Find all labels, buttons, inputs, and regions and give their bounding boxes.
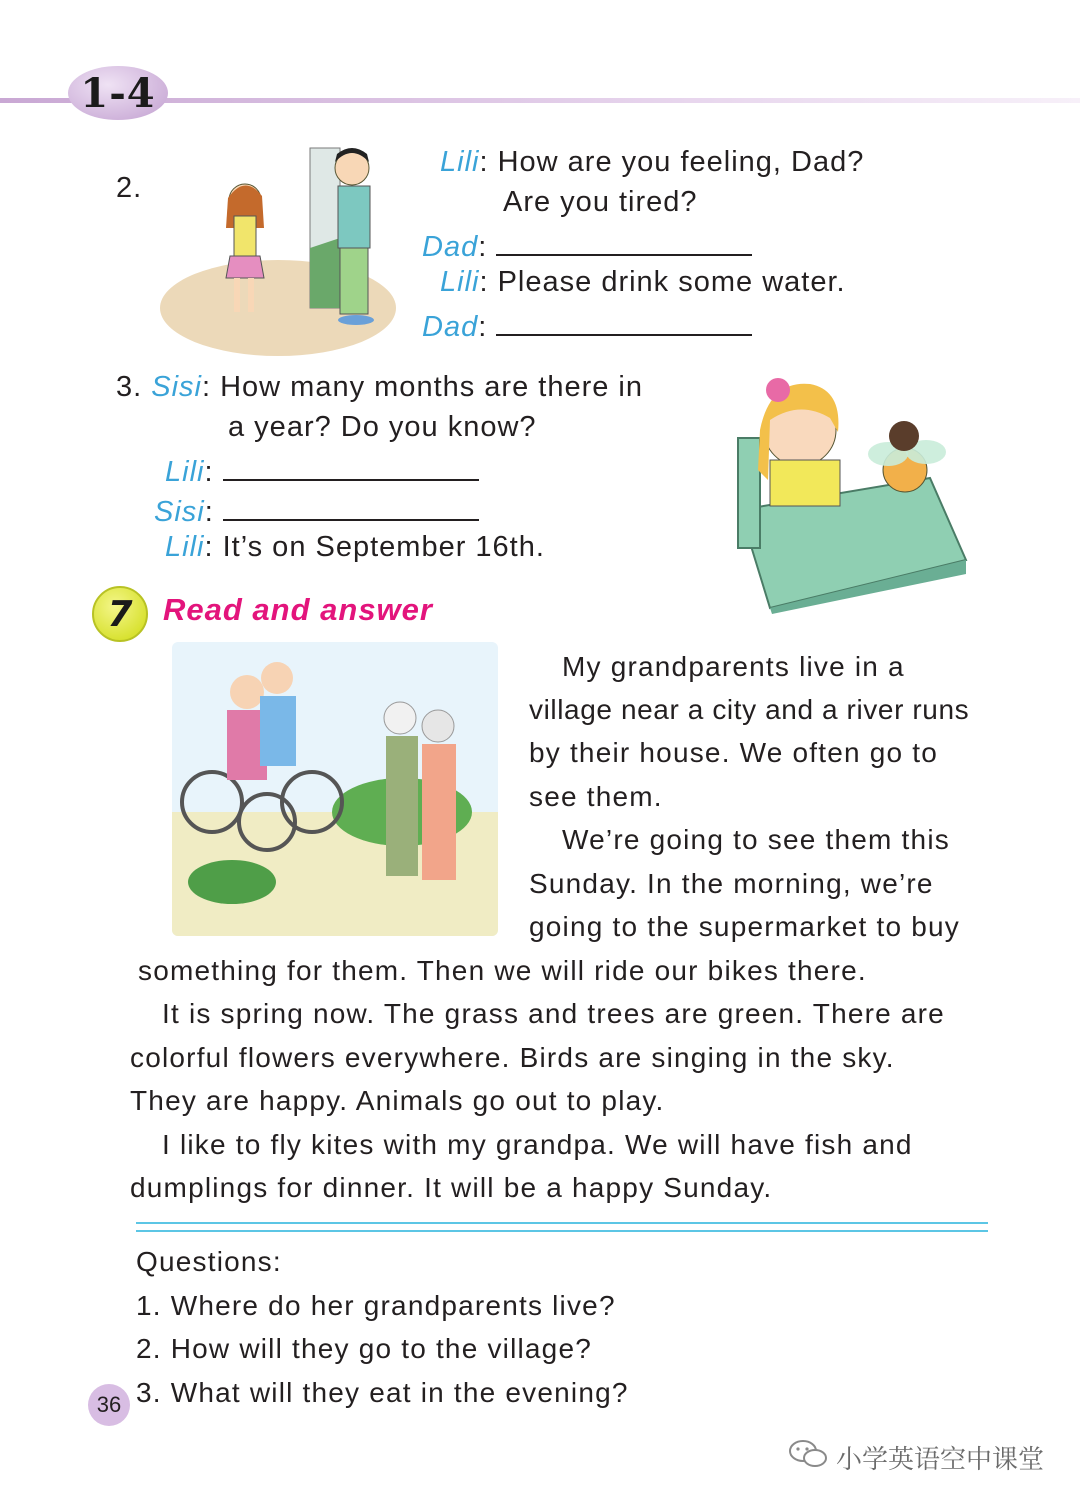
passage-line: dumplings for dinner. It will be a happy Sunday. xyxy=(130,1172,773,1203)
speaker-name: Lili xyxy=(165,531,205,563)
speaker-name: Lili xyxy=(165,456,205,488)
illustration-girl-and-bee xyxy=(730,360,972,614)
dialogue-line-4: Lili: Please drink some water. xyxy=(440,266,846,298)
passage-line: They are happy. Animals go out to play. xyxy=(130,1085,665,1116)
passage-line: colorful flowers everywhere. Birds are singing in the sky. xyxy=(130,1042,895,1073)
passage-line: We’re going to see them this xyxy=(562,824,950,855)
answer-blank[interactable] xyxy=(496,226,752,256)
divider xyxy=(136,1222,988,1224)
divider xyxy=(136,1230,988,1232)
dialogue-line-1: 3. Sisi: How many months are there in xyxy=(116,371,644,403)
dialogue-line-2 xyxy=(503,186,698,219)
exercise-number: 2. xyxy=(116,172,143,204)
answer-blank[interactable] xyxy=(223,491,479,521)
dialogue-text: Please drink some water. xyxy=(497,266,846,298)
speaker-name: Lili xyxy=(440,266,480,298)
page-number: 36 xyxy=(88,1384,130,1426)
question-item: 3. What will they eat in the evening? xyxy=(136,1377,629,1408)
dialogue-line-5: Lili: It’s on September 16th. xyxy=(165,531,545,563)
passage-line: something for them. Then we will ride our bikes there. xyxy=(138,955,867,986)
dialogue-line-3: Dad: xyxy=(422,226,752,264)
answer-blank[interactable] xyxy=(223,451,479,481)
illustration-girl-and-dad xyxy=(160,138,398,356)
watermark xyxy=(788,1438,1044,1477)
answer-blank[interactable] xyxy=(496,306,752,336)
questions-heading: Questions: xyxy=(136,1246,282,1277)
speaker-name: Sisi xyxy=(154,496,205,528)
dialogue-text: a year? Do you know? xyxy=(228,411,537,443)
dialogue-line-3: Lili: xyxy=(165,451,479,489)
dialogue-line-5: Dad: xyxy=(422,306,752,344)
dialogue-text: Are you tired? xyxy=(503,186,698,218)
passage-line: It is spring now. The grass and trees are green. There are xyxy=(162,998,945,1029)
exercise-number: 3. xyxy=(116,371,143,403)
speaker-name: Dad xyxy=(422,231,479,263)
passage-line: going to the supermarket to buy xyxy=(529,911,960,942)
speaker-name: Sisi xyxy=(151,371,202,403)
illustration-family-with-bikes xyxy=(172,642,498,936)
dialogue-text: It’s on September 16th. xyxy=(222,531,545,563)
section-title: Read and answer xyxy=(163,592,433,627)
section-number-badge: 7 xyxy=(92,586,148,642)
passage-line: village near a city and a river runs xyxy=(529,694,970,725)
dialogue-line-2 xyxy=(228,411,537,444)
dialogue-line-4: Sisi: xyxy=(154,491,479,529)
dialogue-text: How many months are there in xyxy=(220,371,644,403)
passage-line: by their house. We often go to xyxy=(529,737,939,768)
watermark-text: 小学英语空中课堂 xyxy=(835,1444,1044,1474)
speaker-name: Dad xyxy=(422,311,479,343)
wechat-icon xyxy=(788,1438,828,1477)
question-item: 2. How will they go to the village? xyxy=(136,1333,592,1364)
passage-line: see them. xyxy=(529,781,663,812)
unit-badge: 1-4 xyxy=(68,66,168,120)
passage-line: I like to fly kites with my grandpa. We will have fish and xyxy=(162,1129,913,1160)
passage-line: Sunday. In the morning, we’re xyxy=(529,868,934,899)
passage-line: My grandparents live in a xyxy=(562,651,905,682)
dialogue-text: How are you feeling, Dad? xyxy=(497,146,865,178)
speaker-name: Lili xyxy=(440,146,480,178)
dialogue-line-1: Lili: How are you feeling, Dad? xyxy=(440,146,865,178)
question-item: 1. Where do her grandparents live? xyxy=(136,1290,616,1321)
